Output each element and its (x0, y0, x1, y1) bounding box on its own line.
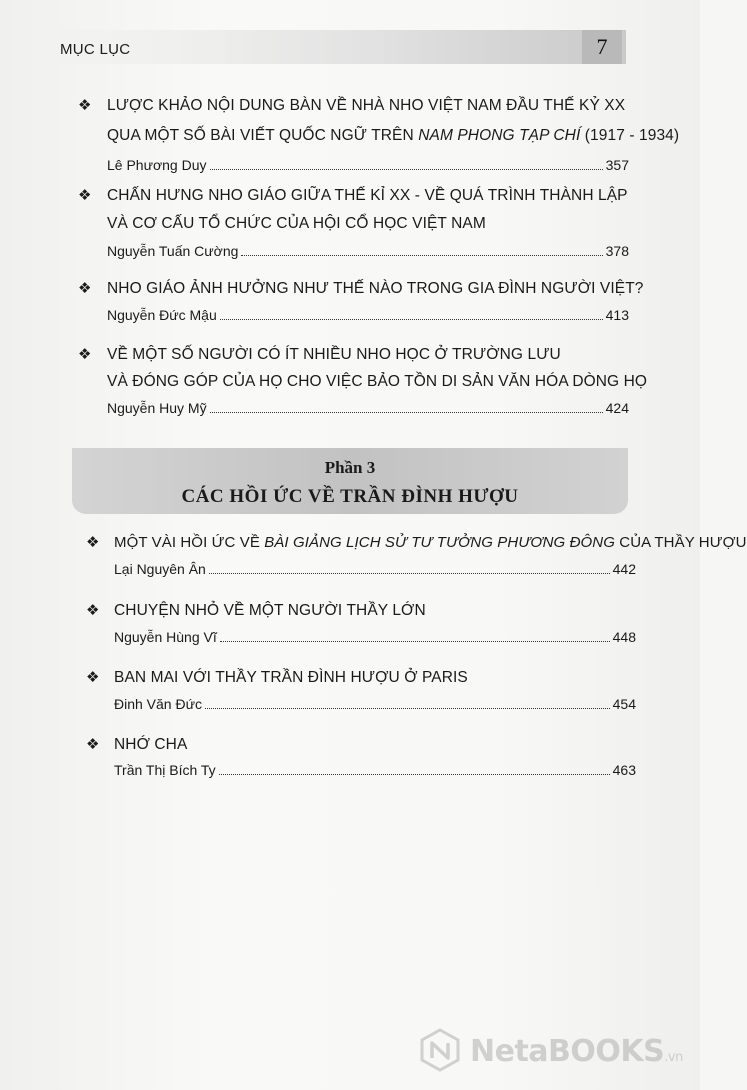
entry-author: Lại Nguyên Ân (114, 561, 206, 577)
entry-title-line: CHUYỆN NHỎ VỀ MỘT NGƯỜI THẦY LỚN (114, 602, 426, 619)
entry-page: 448 (612, 629, 636, 645)
entry-author-row (114, 695, 636, 713)
entry-page: 424 (605, 400, 629, 416)
header-title: MỤC LỤC (60, 41, 131, 58)
entry-title-line: NHỚ CHA (114, 736, 188, 753)
netabooks-watermark (418, 1028, 688, 1072)
dot-leader (241, 254, 602, 256)
entry-title-line: NHO GIÁO ẢNH HƯỞNG NHƯ THẾ NÀO TRONG GIA ĐÌNH NGƯỜI VIỆT? (107, 280, 644, 297)
dot-leader (209, 572, 610, 574)
entry-title-line: MỘT VÀI HỒI ỨC VỀ BÀI GIẢNG LỊCH SỬ TƯ TƯỞNG PHƯƠNG ĐÔNG CỦA THẦY HƯỢU (114, 534, 747, 551)
entry-author: Trần Thị Bích Ty (114, 762, 216, 778)
entry-title-line: BAN MAI VỚI THẦY TRẦN ĐÌNH HƯỢU Ở PARIS (114, 669, 468, 686)
bullet-icon: ❖ (86, 669, 100, 686)
entry-author-row (114, 761, 636, 779)
entry-author: Đinh Văn Đức (114, 696, 202, 712)
bullet-icon: ❖ (78, 346, 92, 363)
entry-author-row (107, 242, 629, 260)
dot-leader (220, 318, 603, 320)
neta-logo-icon (418, 1028, 462, 1072)
entry-author-row (114, 560, 636, 578)
part-label: Phần 3 (324, 458, 376, 477)
entry-author-row (114, 628, 636, 646)
entry-title-line: VỀ MỘT SỐ NGƯỜI CÓ ÍT NHIỀU NHO HỌC Ở TRƯỜNG LƯU (107, 346, 561, 363)
entry-author-row (107, 399, 629, 417)
bullet-icon: ❖ (86, 602, 100, 619)
entry-page: 454 (612, 696, 636, 712)
dot-leader (220, 640, 610, 642)
part-banner (72, 448, 628, 514)
entry-title-line: VÀ CƠ CẤU TỔ CHỨC CỦA HỘI CỔ HỌC VIỆT NAM (107, 215, 486, 232)
entry-author: Nguyễn Huy Mỹ (107, 400, 207, 416)
entry-author: Nguyễn Tuấn Cường (107, 243, 239, 259)
entry-page: 442 (612, 561, 636, 577)
watermark-text: NetaBOOKS.vn (470, 1034, 683, 1069)
entry-title-line: CHẤN HƯNG NHO GIÁO GIỮA THẾ KỈ XX - VỀ QUÁ TRÌNH THÀNH LẬP (107, 187, 628, 204)
bullet-icon: ❖ (86, 736, 100, 753)
dot-leader (210, 411, 603, 413)
running-header (58, 30, 626, 64)
entry-page: 378 (605, 243, 629, 259)
page-number: 7 (582, 30, 622, 64)
entry-page: 463 (612, 762, 636, 778)
entry-title-italic: BÀI GIẢNG LỊCH SỬ TƯ TƯỞNG PHƯƠNG ĐÔNG (264, 534, 615, 551)
entry-title-line: LƯỢC KHẢO NỘI DUNG BÀN VỀ NHÀ NHO VIỆT NAM ĐẦU THẾ KỶ XX (107, 97, 626, 114)
entry-title-line: QUA MỘT SỐ BÀI VIẾT QUỐC NGỮ TRÊN NAM PHONG TẠP CHÍ (1917 - 1934) (107, 127, 680, 144)
part-title: CÁC HỒI ỨC VỀ TRẦN ĐÌNH HƯỢU (181, 486, 519, 507)
dot-leader (205, 707, 610, 709)
entry-author: Nguyễn Đức Mậu (107, 307, 217, 323)
entry-author-row (107, 306, 629, 324)
bullet-icon: ❖ (78, 97, 92, 114)
entry-page: 413 (605, 307, 629, 323)
entry-page: 357 (605, 157, 629, 173)
bullet-icon: ❖ (78, 187, 92, 204)
entry-title-italic: NAM PHONG TẠP CHÍ (418, 127, 581, 144)
bullet-icon: ❖ (78, 280, 92, 297)
dot-leader (219, 773, 610, 775)
dot-leader (210, 168, 603, 170)
entry-title-line: VÀ ĐÓNG GÓP CỦA HỌ CHO VIỆC BẢO TỒN DI SẢN VĂN HÓA DÒNG HỌ (107, 373, 648, 390)
entry-author: Lê Phương Duy (107, 157, 207, 173)
bullet-icon: ❖ (86, 534, 100, 551)
entry-author-row (107, 156, 629, 174)
entry-author: Nguyễn Hùng Vĩ (114, 629, 217, 645)
